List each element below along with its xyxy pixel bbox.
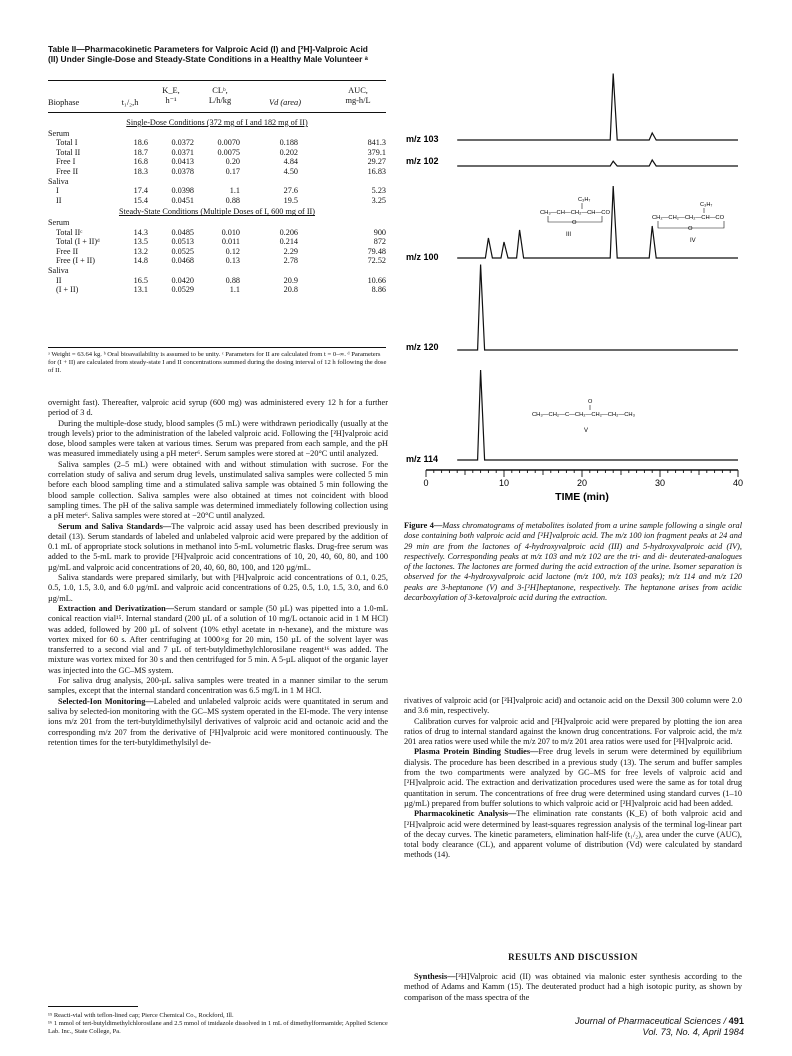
table-group-label: Serum (48, 217, 70, 227)
table-cell: 0.20 (225, 157, 240, 167)
row-label: Free II (56, 166, 79, 176)
table-top-rule (48, 80, 386, 81)
table-cell: 20.9 (283, 275, 298, 285)
table-cell: 3.25 (371, 195, 386, 205)
mass-chromatogram-figure (400, 60, 744, 520)
table-header-rule (48, 112, 386, 113)
table-cell: 0.13 (225, 256, 240, 266)
header-ke-unit: h⁻¹ (165, 96, 177, 105)
table-cell: 16.8 (133, 157, 148, 167)
paragraph: Saliva standards were prepared similarly, but with [²H]valproic acid concentrations of 0.1, 0.25, 0.5, 1.0, 1.5, 3.0, and 6.0 µg/mL and valproic acid concentrations of 0.25, 0.5, 1.0, 1.5, 3.0, and 6.0 µg/mL. (48, 573, 388, 603)
table-cell: 15.4 (133, 195, 148, 205)
row-label: Free I (56, 157, 76, 167)
header-ke: K_E, (162, 86, 180, 95)
table-cell: 0.214 (279, 237, 298, 247)
footnote: ¹⁶ 1 mmol of tert-butyldimethylchlorosilane and 2.5 mmol of imidazole dissolved in 1 mL of dimethylformamide; Applied Science Lab. Inc., State College, Pa. (48, 1019, 388, 1035)
row-label: II (56, 275, 62, 285)
table-cell: 16.83 (367, 166, 386, 176)
results-paragraph (404, 972, 742, 1003)
row-label: Free II (56, 246, 79, 256)
footnote-rule (48, 1006, 138, 1007)
table-row (48, 247, 386, 257)
table-cell: 0.88 (225, 275, 240, 285)
left-footnotes (48, 1012, 388, 1035)
right-column-text (404, 696, 742, 861)
table-cell: 18.7 (133, 147, 148, 157)
table-cell: 0.188 (279, 138, 298, 148)
structure-iii-formula: CH₃—CH—CH₂—CH—CO (540, 210, 610, 216)
header-auc-unit: mg-h/L (345, 96, 371, 105)
table-row (48, 237, 386, 247)
x-tick-label: 20 (576, 478, 588, 488)
table-cell: 72.52 (367, 256, 386, 266)
structure-iv-label: IV (690, 238, 696, 244)
table-footnote: ᵃ Weight = 63.64 kg. ᵇ Oral bioavailability is assumed to be unity. ᶜ Parameters for II are calculated from t = 0–∞. ᵈ Parameters for (I + II) are calculated from steady-state I and II concentrations summed during the dosing interval of 12 h following the dose of II. (48, 351, 387, 374)
table-row (48, 148, 386, 158)
table-cell: 2.78 (283, 256, 298, 266)
paragraph: Saliva samples (2–5 mL) were obtained with and without stimulation with sucrose. For the correlation study of saliva and serum drug levels, unstimulated saliva samples were collected 5 min before each blood sampling time and a stimulated saliva sample was obtained 5 min following the blood sample collection. Saliva samples were also obtained at times not coincident with blood sampling times. The pH of the saliva sample was determined immediately following collection using a pH meter⁶. Saliva samples were stored at −20°C until analyzed. (48, 459, 388, 521)
paragraph: During the multiple-dose study, blood samples (5 mL) were withdrawn periodically (usually at the trough levels) prior to the administration of the labeled valproic acid. Following the [²H]valproic acid dose, blood samples were taken at various times. Serum was prepared from each sample, and the pH was measured immediately using a pH meter⁶. Serum samples were stored at −20°C until analyzed. (48, 418, 388, 459)
row-label: Total II (56, 147, 81, 157)
page-number: 491 (728, 1016, 744, 1026)
table-group-label: Serum (48, 128, 70, 138)
table-cell: 18.6 (133, 138, 148, 148)
table-cell: 5.23 (371, 186, 386, 196)
structure-v-label: V (584, 428, 589, 434)
table-cell: 8.86 (371, 285, 386, 295)
journal-name: Journal of Pharmaceutical Sciences / (574, 1016, 729, 1026)
table-row (48, 186, 386, 196)
trace-label: m/z 102 (406, 156, 439, 166)
table-cell: 19.5 (283, 195, 298, 205)
table-cell: 13.2 (133, 246, 148, 256)
table-cell: 17.4 (133, 186, 148, 196)
table-row (48, 285, 386, 295)
structure-iv-formula: CH₂—CH₂—CH₂—CH—CO (652, 215, 725, 221)
header-vd: Vd (area) (268, 98, 301, 107)
table-cell: 0.0378 (171, 166, 194, 176)
table-cell: 27.6 (283, 186, 298, 196)
paragraph: For saliva drug analysis, 200-µL saliva samples were treated in a manner similar to the serum samples, except that the internal standard concentration was 6.5 mg/L in 1 M HCl. (48, 676, 388, 696)
table-cell: 0.0372 (171, 138, 194, 148)
results-heading: RESULTS AND DISCUSSION (508, 952, 638, 962)
trace-label: m/z 103 (406, 134, 439, 144)
row-label: Total (I + II)ᵈ (56, 237, 100, 247)
table-cell: 0.0529 (171, 285, 194, 295)
trace-label: m/z 114 (406, 454, 439, 464)
table-cell: 0.206 (279, 227, 298, 237)
header-cl-unit: L/h/kg (208, 96, 232, 105)
paragraph: Extraction and Derivatization—Serum standard or sample (50 µL) was pipetted into a 1.0-mL conical reaction vial¹⁵. Internal standard (200 µL of a solution of 10 mg/L octanoic acid in 1 M HCl) was added, followed by 200 µL of solvent (10% ethyl acetate in n-hexane), and the mixture was vortex mixed for 60 s. After centrifuging at 1000×g for 20 min, 150 µL of the solvent layer was transferred to a second vial and 7 µL of tert-butyldimethylchlorosilane reagent¹⁶ was added. The mixture was vortex mixed for 30 s and then centrifuged for 5 min. A 5-µL aliquot of the organic layer was injected into the GC–MS system. (48, 603, 388, 675)
paragraph: rivatives of valproic acid (or [²H]valproic acid) and octanoic acid on the Dexsil 300 column were 2.0 and 3.6 min, respectively. (404, 696, 742, 716)
table-cell: 379.1 (367, 147, 386, 157)
structure-iii-substituent: C₃H₇ (578, 197, 591, 203)
trace-label: m/z 120 (406, 342, 439, 352)
table-row (48, 167, 386, 177)
structure-v-oxygen: O (588, 399, 593, 405)
table-cell: 4.84 (283, 157, 298, 167)
table-cell: 13.5 (133, 237, 148, 247)
header-t-half: t₁/₂,h (121, 98, 139, 107)
header-cl: CLᵇ, (212, 86, 228, 95)
table-cell: 0.010 (221, 227, 240, 237)
x-tick-label: 40 (732, 478, 744, 488)
x-tick-label: 30 (654, 478, 666, 488)
table-cell: 0.12 (225, 246, 240, 256)
table-row (48, 276, 386, 286)
trace-m-z-102 (457, 160, 738, 166)
x-tick-label: 0 (423, 478, 429, 488)
row-label: Total I (56, 138, 78, 148)
x-tick-label: 10 (498, 478, 510, 488)
table-cell: 2.29 (283, 246, 298, 256)
table-cell: 79.48 (367, 246, 386, 256)
table-row (48, 256, 386, 266)
x-axis-label: TIME (min) (555, 491, 609, 503)
footnote: ¹⁵ Reacti-vial with teflon-lined cap; Pierce Chemical Co., Rockford, Ill. (48, 1012, 234, 1019)
trace-m-z-103 (457, 74, 738, 141)
header-biophase: Biophase (48, 98, 80, 107)
caption-text: Mass chromatograms of metabolites isolated from a urine sample following a single oral dose containing both valproic acid and [²H]valproic acid. The m/z 100 ion fragment peaks at 24 and 29 min are from the lactones of 4-hydroxyvalproic acid (III) and 5-hydroxyvalproic acid (IV), respectively. Corresponding peaks at m/z 103 and m/z 102 are the tri- and di- deuterated-analogues of the lactones. The lactones are formed during the acid extraction of the urine. Isomer separation is observed for the 4-hydroxyvalproic acid lactone (m/z 100, m/z 103 peaks); m/z 114 and m/z 120 peaks are 3-heptanone (V) and 3-[²H]heptanone, respectively. The heptanone arises from acidic decarboxylation of 3-ketovalproic acid during the extraction. (404, 521, 742, 603)
structure-iii-label: III (566, 232, 572, 238)
table-cell: 4.50 (283, 166, 298, 176)
figure-caption (404, 521, 742, 603)
table-cell: 18.3 (133, 166, 148, 176)
table-cell: 0.011 (221, 237, 240, 247)
table-section-title: Steady-State Conditions (Multiple Doses of I, 600 mg of II) (118, 207, 316, 217)
structure-v-formula: CH₃—CH₂—C—CH₂—CH₂—CH₂—CH₃ (532, 412, 635, 418)
table-cell: 0.0451 (171, 195, 194, 205)
left-column-text (48, 398, 388, 748)
table-cell: 0.88 (225, 195, 240, 205)
paragraph: overnight fast). Thereafter, valproic acid syrup (600 mg) was administered every 12 h for a further period of 3 d. (48, 398, 388, 418)
paragraph: Calibration curves for valproic acid and [²H]valproic acid were prepared by plotting the ion area ratios of drug to internal standard against the known drug concentrations. For valproic acid, the m/z 201 area ratios were used while the m/z 207 to m/z 201 area ratios were used for [²H]valproic acid. (404, 716, 742, 747)
table-cell: 0.0420 (171, 275, 194, 285)
table-cell: 872 (373, 237, 386, 247)
table-cell: 0.0398 (171, 186, 194, 196)
trace-m-z-120 (457, 265, 738, 351)
table-cell: 1.1 (229, 285, 240, 295)
structure-ring-oxygen: O (688, 226, 693, 232)
table-cell: 14.8 (133, 256, 148, 266)
table-cell: 13.1 (133, 285, 148, 295)
trace-label: m/z 100 (406, 252, 439, 262)
paragraph: Selected-Ion Monitoring—Labeled and unlabeled valproic acids were quantitated in serum and saliva by selected-ion monitoring with the GC–MS system operated in the EI-mode. The very intense ions m/z 201 from the tert-butyldimethylsilyl derivatives of valproic acid and octanoic acid and the corresponding m/z 207 from the derivative of [²H]valproic acid were monitored continuously. The retention times for the tert-butyldimethylsilyl de- (48, 696, 388, 747)
table-cell: 0.0075 (217, 147, 240, 157)
table-cell: 0.0485 (171, 227, 194, 237)
results-para-label: Synthesis— (414, 972, 456, 981)
paragraph: Plasma Protein Binding Studies—Free drug levels in serum were determined by equilibrium dialysis. The procedure has been described in a previous study (13). The serum and buffer samples from the two compartments were analyzed by GC–MS for free levels of valproic acid and [²H]valproic acid. The extraction and derivatization procedures used were the same as for total drug quantitation in serum. The concentrations of free drug were determined using standard curves (1–10 µg/mL) prepared from buffer solutions to which valproic acid or [²H]valproic acid had been added. (404, 747, 743, 808)
journal-issue: Vol. 73, No. 4, April 1984 (642, 1027, 744, 1037)
table-cell: 0.0525 (171, 246, 194, 256)
row-label: I (56, 186, 59, 196)
table-cell: 0.0468 (171, 256, 194, 266)
table-row (48, 228, 386, 238)
table-cell: 29.27 (367, 157, 386, 167)
table-group-label: Saliva (48, 176, 69, 186)
table-group-label: Saliva (48, 265, 69, 275)
table-row (48, 138, 386, 148)
table-cell: 900 (373, 227, 386, 237)
paragraph: Pharmacokinetic Analysis—The elimination rate constants (K_E) of both valproic acid and [²H]valproic acid were determined by least-squares regression analysis of the terminal log-linear part of the decay curves. The kinetic parameters, elimination half-life (t₁/₂), area under the curve (AUC), total body clearance (CL), and apparent volume of distribution (Vd) were calculated by standard methods (14). (404, 809, 742, 860)
caption-label: Figure 4— (404, 521, 443, 530)
table-cell: 0.0413 (171, 157, 194, 167)
table-cell: 0.202 (279, 147, 298, 157)
row-label: Total IIᶜ (56, 227, 83, 237)
journal-footer (548, 1016, 744, 1038)
table-bottom-rule (48, 347, 386, 348)
table-section-title: Single-Dose Conditions (372 mg of I and 182 mg of II) (126, 118, 308, 127)
pk-parameter-table (48, 116, 386, 295)
structure-iv-substituent: C₃H₇ (700, 202, 713, 208)
table-cell: 16.5 (133, 275, 148, 285)
structure-ring-oxygen: O (572, 220, 577, 226)
table-row (48, 157, 386, 167)
row-label: Free (I + II) (56, 256, 95, 266)
table-cell: 841.3 (367, 138, 386, 148)
table-cell: 0.0070 (217, 138, 240, 148)
table-title: Table II—Pharmacokinetic Parameters for Valproic Acid (I) and [²H]-Valproic Acid (II) Under Single-Dose and Steady-State Conditions in a Healthy Male Volunteer ᵃ (48, 44, 368, 65)
results-para-text: [²H]Valproic acid (II) was obtained via malonic ester synthesis according to the method of Adams and Kamm (15). The deuterated product had a high isotopic purity, as shown by comparison of the mass spectra of the (404, 972, 742, 1002)
paragraph: Serum and Saliva Standards—The valproic acid assay used has been described previously in detail (13). Serum standards of labeled and unlabeled valproic acid were prepared by the addition of 0.1 mL of appropriate stock solutions in methanol into 5-mL volumetric flasks. Drug-free serum was added to the 5-mL mark to provide [²H]valproic acid concentrations of 10, 20, 40, 60, 80, and 100 µg/mL and valproic acid concentrations of 20, 40, 60, 80, 100, and 120 µg/mL. (48, 521, 388, 572)
table-cell: 0.0513 (171, 237, 194, 247)
table-cell: 0.0371 (171, 147, 194, 157)
table-cell: 10.66 (367, 275, 386, 285)
header-auc: AUC, (348, 86, 368, 95)
table-cell: 14.3 (133, 227, 148, 237)
table-row (48, 196, 386, 206)
row-label: (I + II) (56, 285, 79, 295)
row-label: II (56, 195, 62, 205)
table-cell: 1.1 (229, 186, 240, 196)
table-cell: 20.8 (283, 285, 298, 295)
table-cell: 0.17 (225, 166, 240, 176)
